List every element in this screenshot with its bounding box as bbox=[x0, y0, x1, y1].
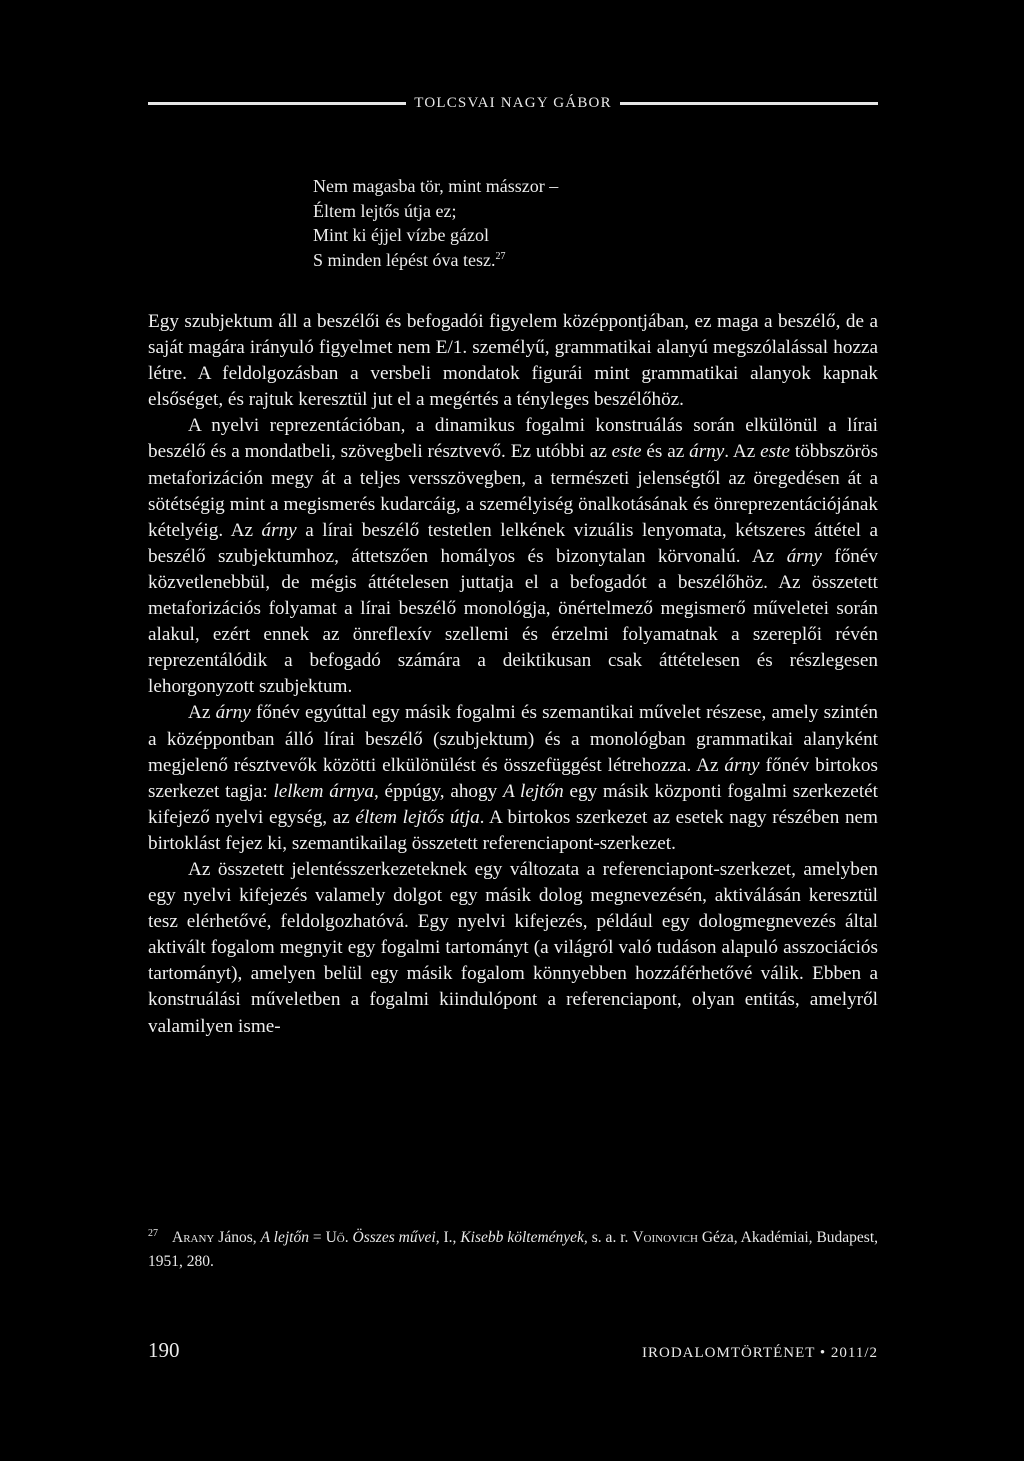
paragraph bbox=[148, 413, 878, 700]
author-name: Uő bbox=[325, 1229, 345, 1246]
italic-term: árny bbox=[724, 754, 760, 776]
poem-quote bbox=[313, 174, 558, 272]
text-run: János, bbox=[214, 1229, 261, 1246]
text-run: = bbox=[308, 1229, 326, 1246]
text-run: és az bbox=[641, 441, 690, 463]
text-run: a lírai beszélő testetlen lelkének vizuális lenyomata, kétszeres áttétel a beszélő szubjektumhoz, áttetszően homályos és bizonytalan körvonalú. Az bbox=[148, 519, 878, 567]
running-header bbox=[148, 92, 878, 114]
text-run: főnév birtokos szerkezet tagja: bbox=[148, 754, 878, 802]
italic-term: A lejtőn bbox=[502, 780, 564, 802]
footnote-content bbox=[148, 1229, 878, 1270]
paragraph bbox=[148, 309, 878, 413]
text-run: többszörös metaforizáción megy át a teljes versszövegben, a természeti jelenségtől az öregedésen át a sötétségig mint a megismerés kudarcáig, a személyiség önalkotásának és önreprezentációjának kételyéig. Az bbox=[148, 441, 878, 541]
text-run: A nyelvi reprezentációban, a dinamikus fogalmi konstruálás során elkülönül a lírai beszélő és a mondatbeli, szövegbeli résztvevő. Ez utóbbi az bbox=[148, 415, 878, 463]
italic-term: A lejtőn bbox=[260, 1229, 309, 1246]
text-run: Géza, Akadémiai, Budapest, 1951, 280. bbox=[148, 1229, 879, 1270]
italic-term: este bbox=[760, 441, 790, 463]
poem-line: Nem magasba tör, mint másszor – bbox=[313, 176, 559, 196]
italic-term: Összes művei bbox=[352, 1229, 436, 1246]
paragraph bbox=[148, 700, 878, 857]
text-run: egy másik központi fogalmi szerkezetét kifejező nyelvi egység, az bbox=[148, 780, 878, 828]
italic-term: árny bbox=[689, 441, 725, 463]
header-rule-left bbox=[148, 102, 406, 105]
italic-term: árny bbox=[215, 702, 251, 724]
text-run: , I., bbox=[435, 1229, 461, 1246]
text-run: főnév egyúttal egy másik fogalmi és szemantikai művelet részese, amely szintén a középpontban álló lírai beszélő (szubjektum) és a monológban grammatikai alanyként megjelenő résztvevők közötti elkülönülést és összefüggést létrehozza. Az bbox=[148, 702, 879, 776]
author-name: Arany bbox=[172, 1229, 215, 1246]
italic-term: árny bbox=[261, 519, 297, 541]
poem-line: Mint ki éjjel vízbe gázol bbox=[313, 225, 489, 245]
italic-term: árny bbox=[786, 545, 822, 567]
text-run: . bbox=[344, 1229, 353, 1246]
text-run: Az bbox=[188, 702, 216, 724]
footnote-number: 27 bbox=[148, 1227, 158, 1239]
footnote bbox=[148, 1226, 878, 1274]
italic-term: este bbox=[611, 441, 642, 463]
paragraph bbox=[148, 857, 878, 1040]
text-run: Az összetett jelentésszerkezeteknek egy változata a referenciapont-szerkezet, amelyben egy nyelvi kifejezés valamely dolgot egy másik dolog megnevezésén, aktiválásán keresztül tesz elérhetővé, feldolgozhatóvá. Egy nyelvi kifejezés, például egy dologmegnevezés által aktivált fogalom megnyit egy fogalmi tartományt (a világról való tudáson alapuló asszociációs tartományt), amelyen belül egy másik fogalom könnyebben hozzáférhetővé válik. Ebben a konstruálási műveletben a fogalmi kiindulópont a referenciapont, olyan entitás, amelyről valamilyen isme- bbox=[148, 858, 878, 1037]
poem-line: Éltem lejtős útja ez; bbox=[313, 200, 457, 221]
italic-term: éltem lejtős útja bbox=[355, 806, 480, 828]
text-run: , éppúgy, ahogy bbox=[374, 780, 503, 802]
author-name: Voinovich bbox=[632, 1229, 698, 1246]
page-footer bbox=[148, 1338, 878, 1363]
header-rule-right bbox=[620, 102, 878, 105]
poem-line-text: S minden lépést óva tesz. bbox=[313, 249, 496, 270]
text-run: főnév közvetlenebbül, de mégis áttételesen juttatja el a befogadót a beszélőhöz. Az összetett metaforizációs folyamat a lírai beszélő monológja, önértelmező megismerő műveletei során alakul, ezért ennek az önreflexív szellemi és érzelmi folyamatnak a szereplői révén reprezentálódik a befogadó számára a deiktikusan csak áttételesen és részlegesen lehorgonyzott szubjektum. bbox=[148, 545, 878, 698]
text-run: . A birtokos szerkezet az esetek nagy részében nem birtoklást fejez ki, szemantikailag összetett referenciapont-szerkezet. bbox=[148, 806, 878, 854]
journal-title: IRODALOMTÖRTÉNET • 2011/2 bbox=[641, 1345, 878, 1361]
text-run: , s. a. r. bbox=[583, 1229, 633, 1246]
italic-term: Kisebb költemények bbox=[460, 1229, 584, 1246]
poem-line-last bbox=[313, 248, 558, 273]
header-author: TOLCSVAI NAGY GÁBOR bbox=[414, 94, 612, 111]
page-number: 190 bbox=[148, 1338, 180, 1362]
footnote-reference[interactable]: 27 bbox=[495, 250, 506, 262]
body-text bbox=[148, 309, 878, 1040]
text-run: . Az bbox=[724, 441, 761, 463]
italic-term: lelkem árnya bbox=[273, 780, 375, 802]
text-run: Egy szubjektum áll a beszélői és befogadói figyelem középpontjában, ez maga a beszélő, de a saját magára irányuló figyelmet nem E/1. személyű, grammatikai alanyú megszólalással hozza létre. A feldolgozásban a versbeli mondatok figurái mint grammatikai alanyok kapnak elsőséget, és rajtuk keresztül jut el a megértés a tényleges beszélőhöz. bbox=[148, 311, 878, 411]
